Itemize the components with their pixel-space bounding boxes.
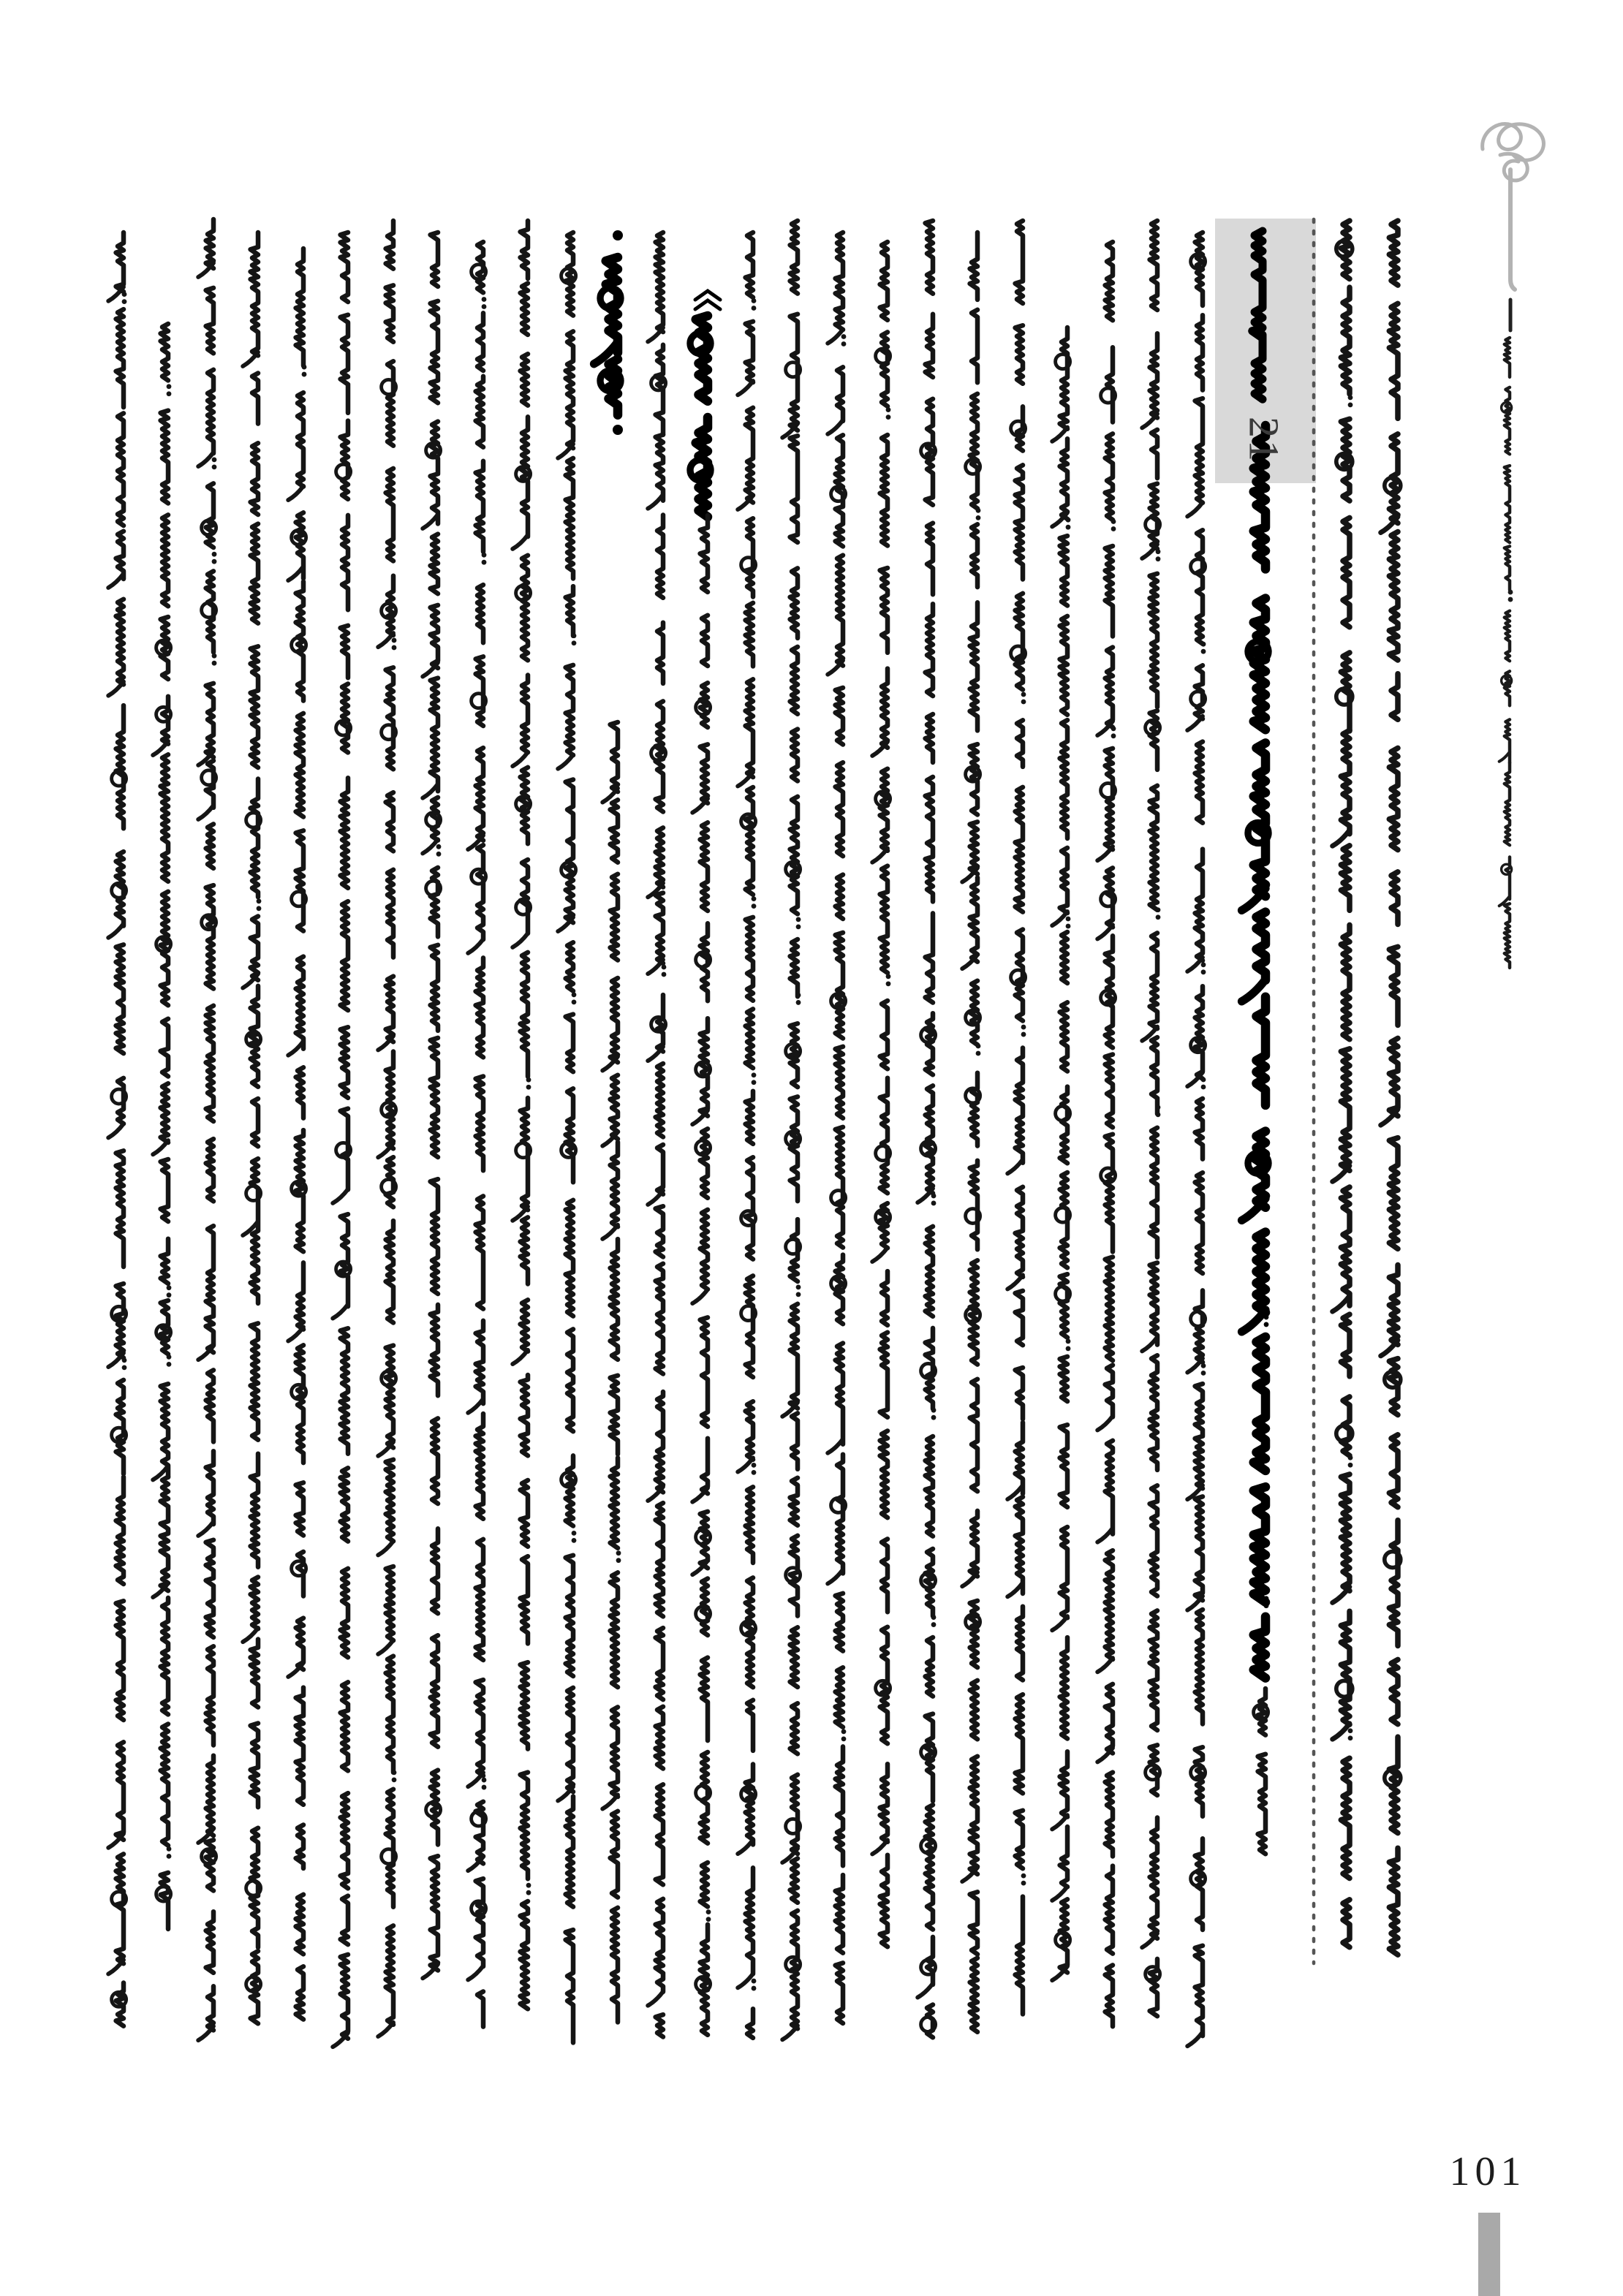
intro-column — [1381, 221, 1401, 1955]
body-column — [243, 232, 261, 2023]
intro-column — [1333, 221, 1353, 1947]
body-column — [153, 324, 171, 1929]
body-column — [468, 242, 486, 2027]
body-column — [1187, 232, 1206, 2046]
running-header-column — [1499, 338, 1513, 968]
body-column — [512, 221, 531, 2009]
body-column — [1007, 221, 1026, 2014]
page-edge-tab — [1478, 2213, 1500, 2296]
lesson-title-column — [1242, 425, 1269, 1854]
open-quote-mark — [695, 300, 720, 309]
body-column — [333, 232, 350, 2047]
heading-bullet — [613, 230, 623, 240]
body-column — [378, 221, 396, 2037]
body-column — [648, 232, 666, 2037]
body-column — [962, 232, 980, 2032]
lesson-number: 21 — [1240, 417, 1288, 463]
body-column — [1097, 242, 1116, 2026]
body-column — [108, 232, 126, 2026]
lesson-box-script — [1252, 231, 1263, 399]
body-column — [872, 242, 890, 1947]
body-column — [288, 249, 306, 2020]
heading-bullet — [613, 425, 623, 435]
body-column — [918, 221, 936, 2037]
flourish-ornament-icon — [1483, 124, 1544, 330]
quoted-title-column — [690, 291, 720, 2035]
body-column — [423, 232, 441, 1978]
body-column — [558, 232, 576, 2042]
body-column — [782, 221, 801, 2039]
body-column — [828, 232, 846, 2023]
body-column — [738, 232, 756, 2038]
body-column — [1052, 327, 1070, 1980]
body-column — [198, 219, 216, 2040]
section-heading-column — [594, 230, 624, 2022]
page-number: 101 — [1449, 2149, 1526, 2194]
body-column — [1142, 221, 1160, 2016]
